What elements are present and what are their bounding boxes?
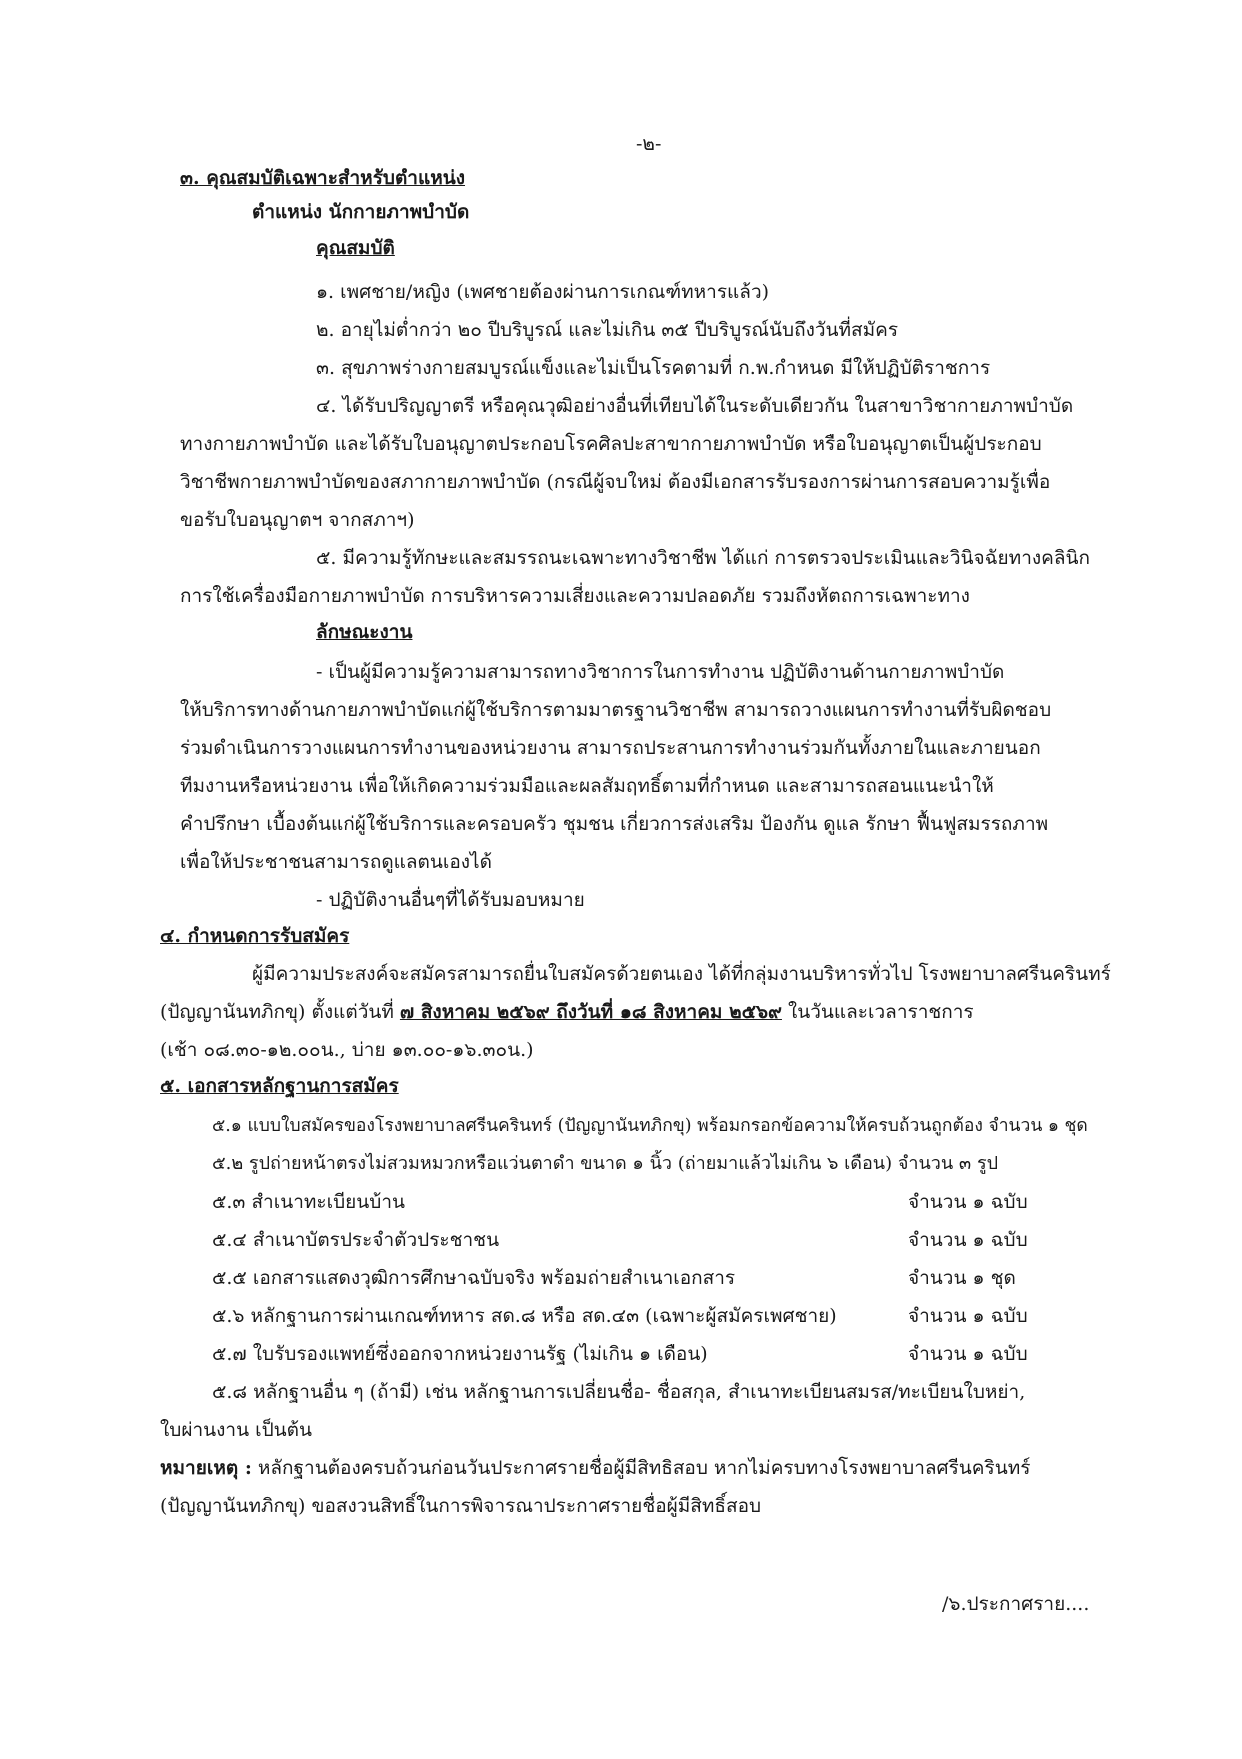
section3-heading: ๓. คุณสมบัติเฉพาะสำหรับตำแหน่ง <box>180 167 466 189</box>
qualification-item: ๒. อายุไม่ต่ำกว่า ๒๐ ปีบริบูรณ์ และไม่เกิน ๓๕ ปีบริบูรณ์นับถึงวันที่สมัคร <box>316 319 899 341</box>
qualification-item: ๕. มีความรู้ทักษะและสมรรถนะเฉพาะทางวิชาชีพ ได้แก่ การตรวจประเมินและวินิจฉัยทางคลินิก <box>316 547 1090 569</box>
document-item: ๕.๘ หลักฐานอื่น ๆ (ถ้ามี) เช่น หลักฐานการเปลี่ยนชื่อ- ชื่อสกุล, สำเนาทะเบียนสมรส/ทะเบียนใบหย่า, <box>212 1381 1026 1403</box>
office-hours: (เช้า ๐๘.๓๐-๑๒.๐๐น., บ่าย ๑๓.๐๐-๑๖.๓๐น.) <box>160 1039 534 1061</box>
document-quantity: จำนวน ๑ ฉบับ <box>908 1343 1028 1365</box>
document-text: ๕.๕ เอกสารแสดงวุฒิการศึกษาฉบับจริง พร้อมถ่ายสำเนาเอกสาร <box>212 1267 736 1289</box>
document-text: ๕.๔ สำเนาบัตรประจำตัวประชาชน <box>212 1229 500 1251</box>
qualification-line: ทางกายภาพบำบัด และได้รับใบอนุญาตประกอบโรคศิลปะสาขากายภาพบำบัด หรือใบอนุญาตเป็นผู้ประกอบ <box>180 433 1042 455</box>
job-description-line: - เป็นผู้มีความรู้ความสามารถทางวิชาการในการทำงาน ปฏิบัติงานด้านกายภาพบำบัด <box>316 661 1005 683</box>
application-dates: ๗ สิงหาคม ๒๕๖๙ ถึงวันที่ ๑๘ สิงหาคม ๒๕๖๙ <box>399 1001 782 1023</box>
job-description-line: เพื่อให้ประชาชนสามารถดูแลตนเองได้ <box>180 851 492 873</box>
continuation-marker: /๖.ประกาศราย.... <box>942 1593 1090 1615</box>
job-description-heading: ลักษณะงาน <box>316 621 413 643</box>
qualification-line: ขอรับใบอนุญาตฯ จากสภาฯ) <box>180 509 415 531</box>
job-description-line: คำปรึกษา เบื้องต้นแก่ผู้ใช้บริการและครอบครัว ชุมชน เกี่ยวการส่งเสริม ป้องกัน ดูแล รักษา ฟื้นฟูสมรรถภาพ <box>180 813 1049 835</box>
job-other-duties: - ปฏิบัติงานอื่นๆที่ได้รับมอบหมาย <box>316 889 585 911</box>
job-description-line: ให้บริการทางด้านกายภาพบำบัดแก่ผู้ใช้บริการตามมาตรฐานวิชาชีพ สามารถวางแผนการทำงานที่รับผิดชอบ <box>180 699 1052 721</box>
note-line-continued: (ปัญญานันทภิกขุ) ขอสงวนสิทธิ์ในการพิจารณาประกาศรายชื่อผู้มีสิทธิ์สอบ <box>160 1495 762 1517</box>
application-dates-prefix: (ปัญญานันทภิกขุ) ตั้งแต่วันที่ <box>160 1001 400 1023</box>
application-dates-suffix: ในวันและเวลาราชการ <box>781 1001 974 1023</box>
note-label: หมายเหตุ : <box>160 1457 252 1479</box>
qualification-item: ๑. เพศชาย/หญิง (เพศชายต้องผ่านการเกณฑ์ทหารแล้ว) <box>316 281 770 303</box>
qualification-line: วิชาชีพกายภาพบำบัดของสภากายภาพบำบัด (กรณีผู้จบใหม่ ต้องมีเอกสารรับรองการผ่านการสอบความรู้เพื่อ <box>180 471 1051 493</box>
application-line: ผู้มีความประสงค์จะสมัครสามารถยื่นใบสมัครด้วยตนเอง ได้ที่กลุ่มงานบริหารทั่วไป โรงพยาบาลศรีนครินทร์ <box>252 963 1111 985</box>
document-item: ๕.๑ แบบใบสมัครของโรงพยาบาลศรีนครินทร์ (ปัญญานันทภิกขุ) พร้อมกรอกข้อความให้ครบถ้วนถูกต้อง จำนวน ๑ ชุด <box>212 1116 1088 1136</box>
document-item: ๕.๒ รูปถ่ายหน้าตรงไม่สวมหมวกหรือแว่นตาดำ ขนาด ๑ นิ้ว (ถ่ายมาแล้วไม่เกิน ๖ เดือน) จำนวน ๓ รูป <box>212 1153 999 1174</box>
note-line <box>160 1456 1030 1480</box>
document-quantity: จำนวน ๑ ชุด <box>908 1267 1016 1289</box>
section4-heading: ๔. กำหนดการรับสมัคร <box>160 925 350 947</box>
document-quantity: จำนวน ๑ ฉบับ <box>908 1191 1028 1213</box>
qualification-heading: คุณสมบัติ <box>316 237 395 259</box>
document-quantity: จำนวน ๑ ฉบับ <box>908 1229 1028 1251</box>
qualification-line: การใช้เครื่องมือกายภาพบำบัด การบริหารความเสี่ยงและความปลอดภัย รวมถึงหัตถการเฉพาะทาง <box>180 585 970 607</box>
application-dates-line <box>160 1000 974 1024</box>
document-item-continued: ใบผ่านงาน เป็นต้น <box>160 1419 312 1441</box>
position-title: ตำแหน่ง นักกายภาพบำบัด <box>252 201 470 223</box>
job-description-line: ร่วมดำเนินการวางแผนการทำงานของหน่วยงาน สามารถประสานการทำงานร่วมกันทั้งภายในและภายนอก <box>180 737 1041 759</box>
section5-heading: ๕. เอกสารหลักฐานการสมัคร <box>160 1075 399 1097</box>
document-quantity: จำนวน ๑ ฉบับ <box>908 1305 1028 1327</box>
note-text: หลักฐานต้องครบถ้วนก่อนวันประกาศรายชื่อผู้มีสิทธิสอบ หากไม่ครบทางโรงพยาบาลศรีนครินทร์ <box>251 1457 1031 1479</box>
job-description-line: ทีมงานหรือหน่วยงาน เพื่อให้เกิดความร่วมมือและผลสัมฤทธิ์ตามที่กำหนด และสามารถสอนแนะนำให้ <box>180 775 994 797</box>
qualification-item: ๓. สุขภาพร่างกายสมบูรณ์แข็งและไม่เป็นโรคตามที่ ก.พ.กำหนด มีให้ปฏิบัติราชการ <box>316 357 991 379</box>
page-number: -๒- <box>636 133 662 155</box>
qualification-item: ๔. ได้รับปริญญาตรี หรือคุณวุฒิอย่างอื่นที่เทียบได้ในระดับเดียวกัน ในสาขาวิชากายภาพบำบัด <box>316 395 1074 417</box>
document-text: ๕.๗ ใบรับรองแพทย์ซึ่งออกจากหน่วยงานรัฐ (ไม่เกิน ๑ เดือน) <box>212 1343 708 1365</box>
document-text: ๕.๓ สำเนาทะเบียนบ้าน <box>212 1191 405 1213</box>
document-text: ๕.๖ หลักฐานการผ่านเกณฑ์ทหาร สด.๘ หรือ สด.๔๓ (เฉพาะผู้สมัครเพศชาย) <box>212 1305 837 1327</box>
